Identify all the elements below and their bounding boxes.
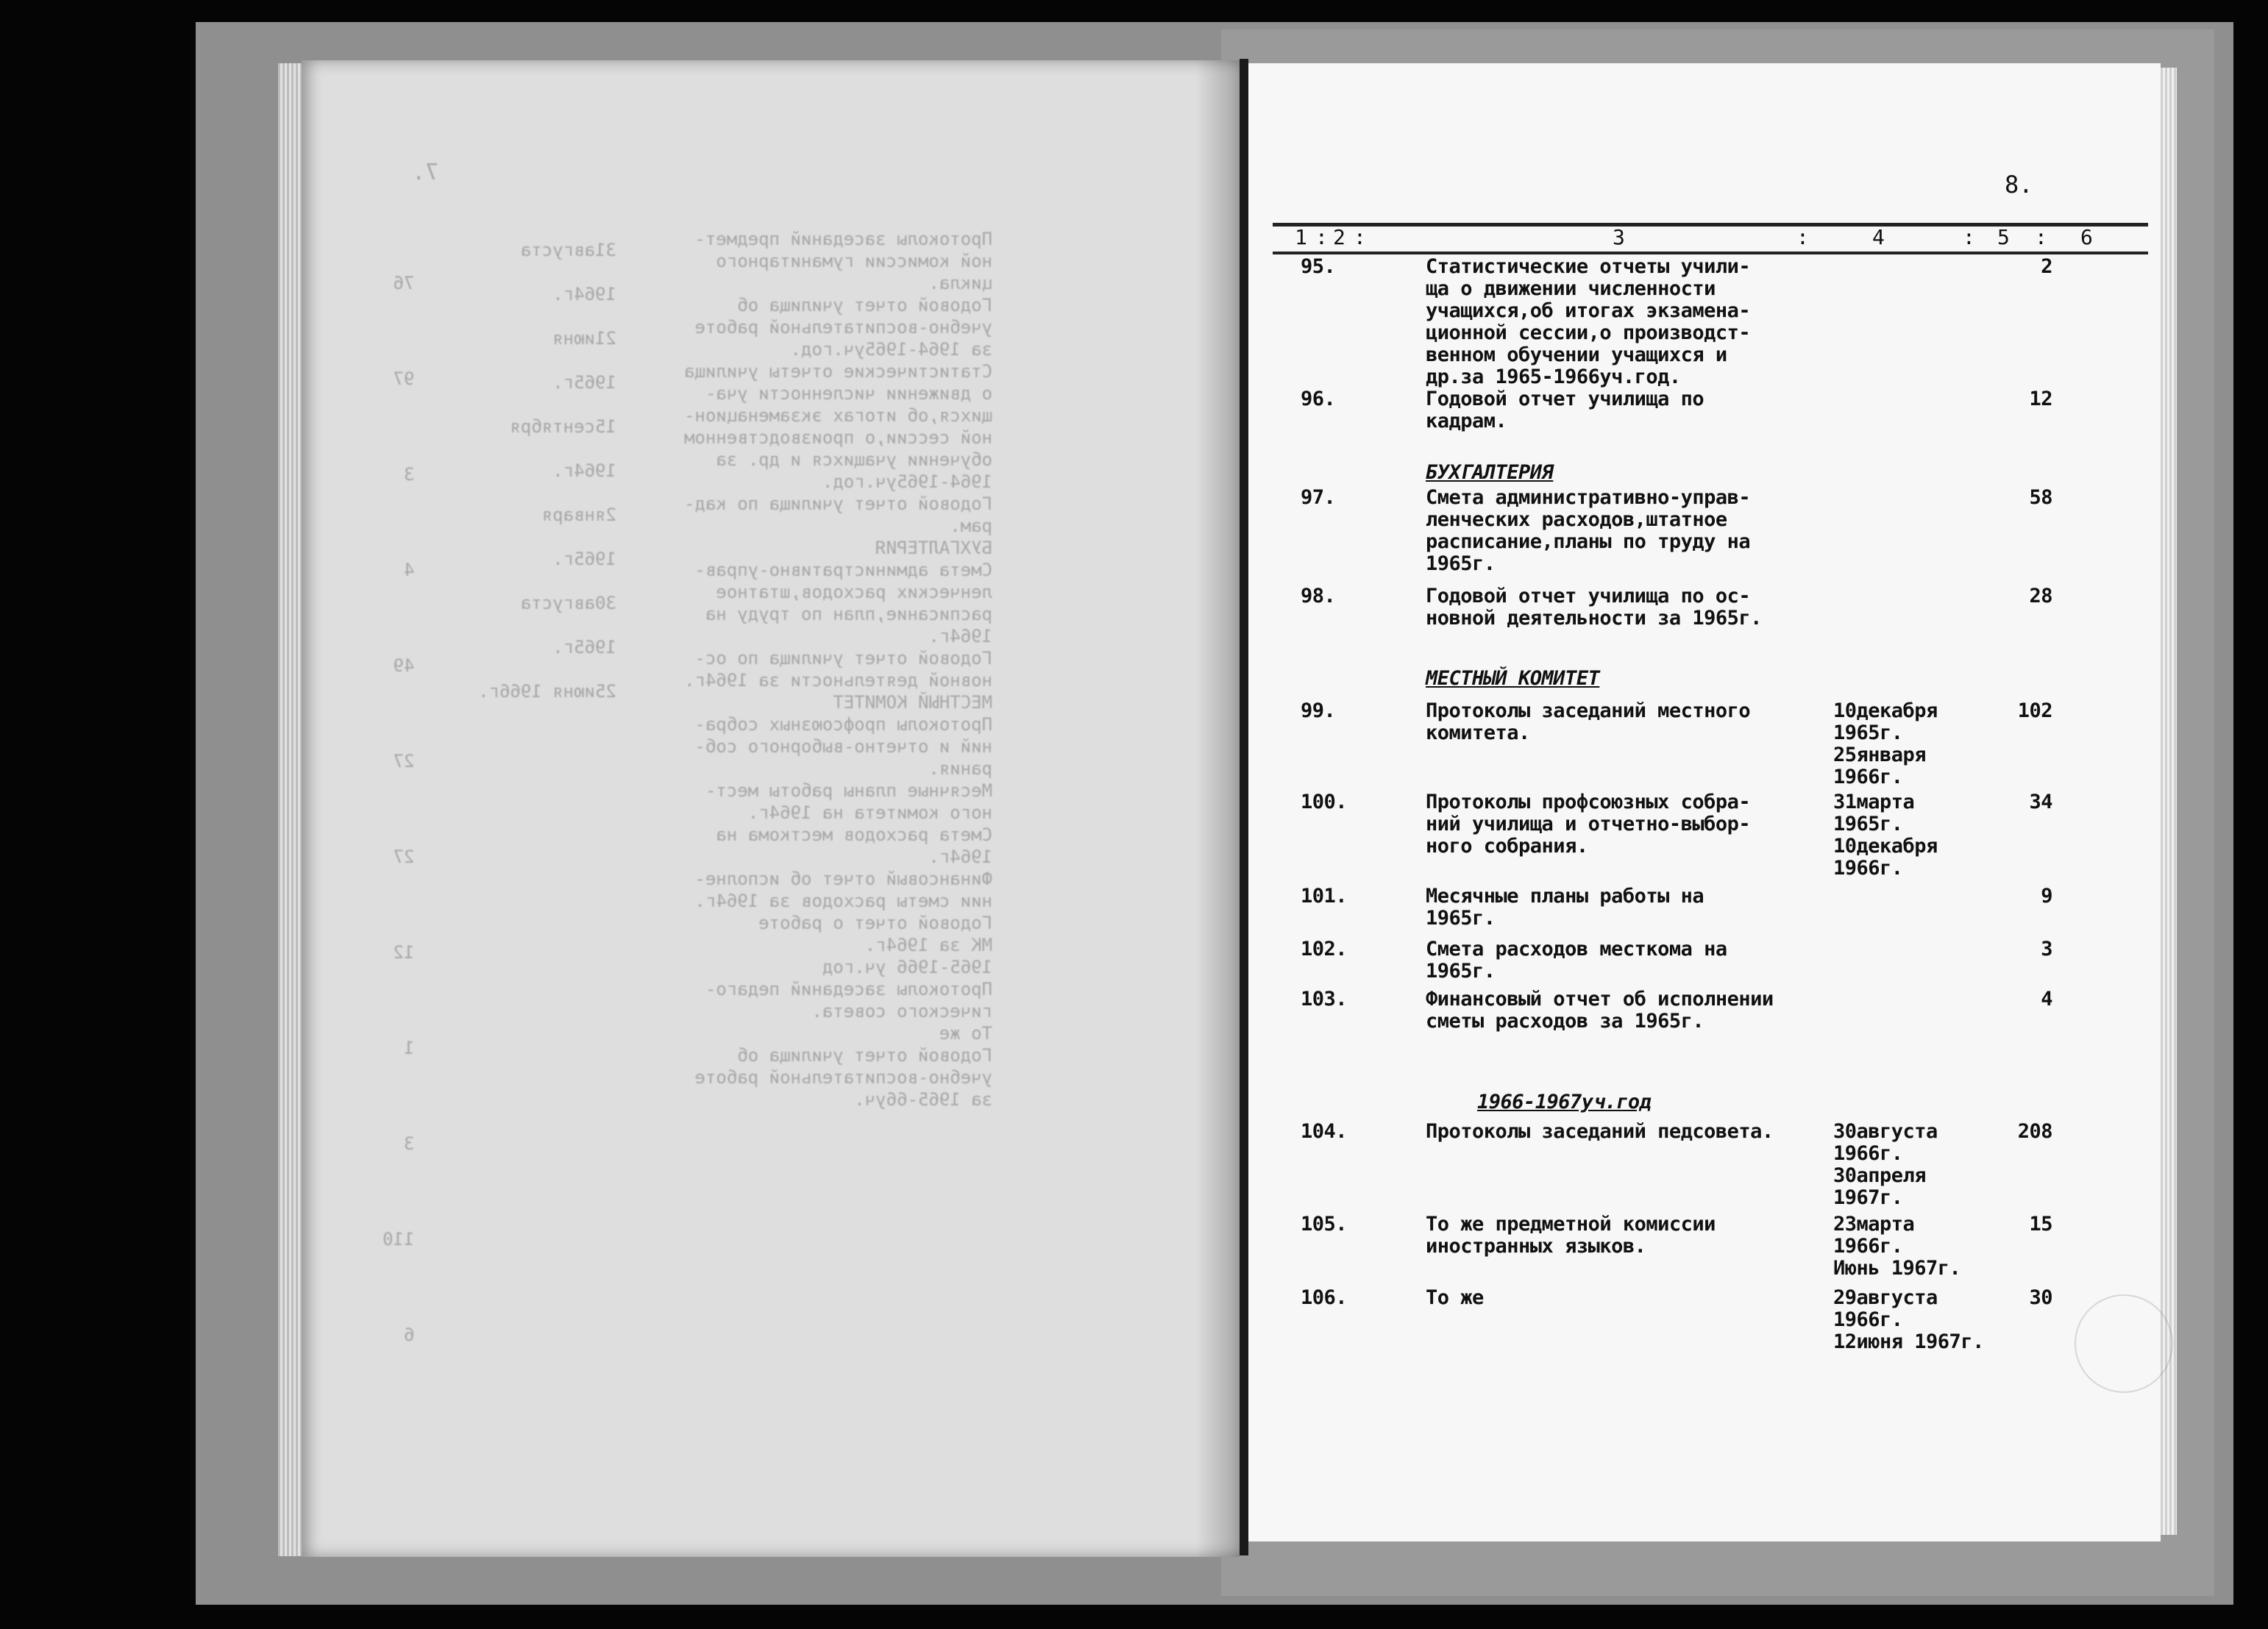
left-ghost-dates: 31августа 1964г. 21июня 1965г. 15сентября 1964г. 2января 1965г. 30августа 1965г. 25июня 1966г. [478,240,616,702]
entry-title: Месячные планы работы на 1965г. [1426,885,1704,930]
entry-title: Финансовый отчет об исполнении сметы расходов за 1965г. [1426,988,1774,1033]
entry-number: 102. [1301,938,1348,960]
book-gutter [1240,59,1248,1555]
page-number: 8. [2005,171,2033,199]
col-head-2: 2 [1333,225,1345,249]
entry-number: 96. [1301,388,1336,410]
entry-title: Протоколы профсоюзных собра- ний училища и отчетно-выбор- ного собрания. [1426,791,1751,858]
col-head-5: 5 [1997,225,2010,249]
col-head-sep: : [1315,225,1328,249]
col-head-3: 3 [1613,225,1625,249]
entry-sheet-count: 15 [2029,1213,2052,1236]
entry-number: 104. [1301,1120,1348,1143]
col-head-sep: : [1796,225,1809,249]
col-head-sep: : [2035,225,2047,249]
page-fold-shadow [1195,60,1240,1557]
entry-number: 95. [1301,255,1336,278]
entry-number: 103. [1301,988,1348,1010]
entry-date: 23марта 1966г. Июнь 1967г. [1833,1213,1961,1280]
entry-number: 98. [1301,585,1336,607]
entry-date: 29августа 1966г. 12июня 1967г. [1833,1286,1984,1353]
entry-number: 97. [1301,486,1336,509]
column-header-row [1273,221,2148,256]
section-header-year: 1966-1967уч.год [1477,1091,1652,1113]
entry-number: 99. [1301,699,1336,722]
entry-sheet-count: 34 [2029,791,2052,813]
entry-title: Годовой отчет училища по ос- новной деятельности за 1965г. [1426,585,1762,630]
entry-sheet-count: 3 [2041,938,2052,960]
left-ghost-main-text: Протоколы заседаний предмет- ной комиссии гуманитарного цикла. Годовой отчет училища об учебно-воспитательной работе за 1964-1965уч.год. Статистические отчеты училища о движении численности уча- щихся,об итогах экзаменацион- ной сессии,о производственном обучении учащихся и др. за 1964-1965уч.год. Годовой отчет училища по кад- рам. БУХГАЛТЕРИЯ Смета административно-управ- ленческих расходов,штатное расписание,план по труду на 1964г. Годовой отчет училища по ос- новной деятельности за 1964г. МЕСТНЫЙ КОМИТЕТ Протоколы профсоюзных собра- ний и отчетно-выборного соб- рания. Месячные планы работы мест- ного комитета на 1964г. Смета расходов месткома на 1964г. Финансовый отчет об исполне- нии сметы расходов за 1964г. Годовой отчет о работе МК за 1964г. 1965-1966 уч.год Протоколы заседаний педаго- гического совета. То же Годовой отчет училища об учебно-воспитательной работе за 1965-66уч. [684,229,993,1110]
entry-title: Протоколы заседаний педсовета. [1426,1120,1774,1143]
entry-sheet-count: 102 [2017,699,2052,722]
entry-sheet-count: 4 [2041,988,2052,1010]
entry-date: 31марта 1965г. 10декабря 1966г. [1833,791,1938,880]
entry-number: 100. [1301,791,1348,813]
section-header-accounting: БУХГАЛТЕРИЯ [1426,461,1554,484]
entry-title: Протоколы заседаний местного комитета. [1426,699,1751,744]
faint-stamp-mark [2075,1294,2173,1393]
section-header-local-committee: МЕСТНЫЙ КОМИТЕТ [1426,667,1600,690]
left-ghost-page-number: 7. [412,160,439,185]
entry-date: 10декабря 1965г. 25января 1966г. [1833,699,1938,788]
entry-number: 106. [1301,1286,1348,1309]
entry-title: Смета расходов месткома на 1965г. [1426,938,1727,983]
entry-sheet-count: 2 [2041,255,2052,278]
entry-sheet-count: 58 [2029,486,2052,509]
entry-title: То же предметной комиссии иностранных языков. [1426,1213,1716,1258]
entry-title: Смета административно-управ- ленческих расходов,штатное расписание,планы по труду на 1965г. [1426,486,1751,575]
entry-title: Статистические отчеты учили- ща о движении численности учащихся,об итогах экзамена- ционной сессии,о производст- венном обучении учащихся и др.за 1965-1966уч.год. [1426,255,1751,388]
entry-sheet-count: 30 [2029,1286,2052,1309]
col-head-sep: : [1963,225,1975,249]
entry-title: Годовой отчет училища по кадрам. [1426,388,1704,432]
col-head-sep: : [1354,225,1366,249]
entry-sheet-count: 208 [2017,1120,2052,1143]
col-head-6: 6 [2080,225,2093,249]
header-rule-bottom [1273,252,2148,254]
col-head-1: 1 [1295,225,1307,249]
entry-sheet-count: 9 [2041,885,2052,908]
entry-number: 101. [1301,885,1348,908]
entry-title: То же [1426,1286,1484,1309]
entry-date: 30августа 1966г. 30апреля 1967г. [1833,1120,1938,1209]
entry-number: 105. [1301,1213,1348,1236]
left-ghost-sheet-numbers: 76 97 3 4 49 27 27 12 1 3 110 6 [383,273,415,1345]
col-head-4: 4 [1872,225,1885,249]
entry-sheet-count: 28 [2029,585,2052,607]
entry-sheet-count: 12 [2029,388,2052,410]
